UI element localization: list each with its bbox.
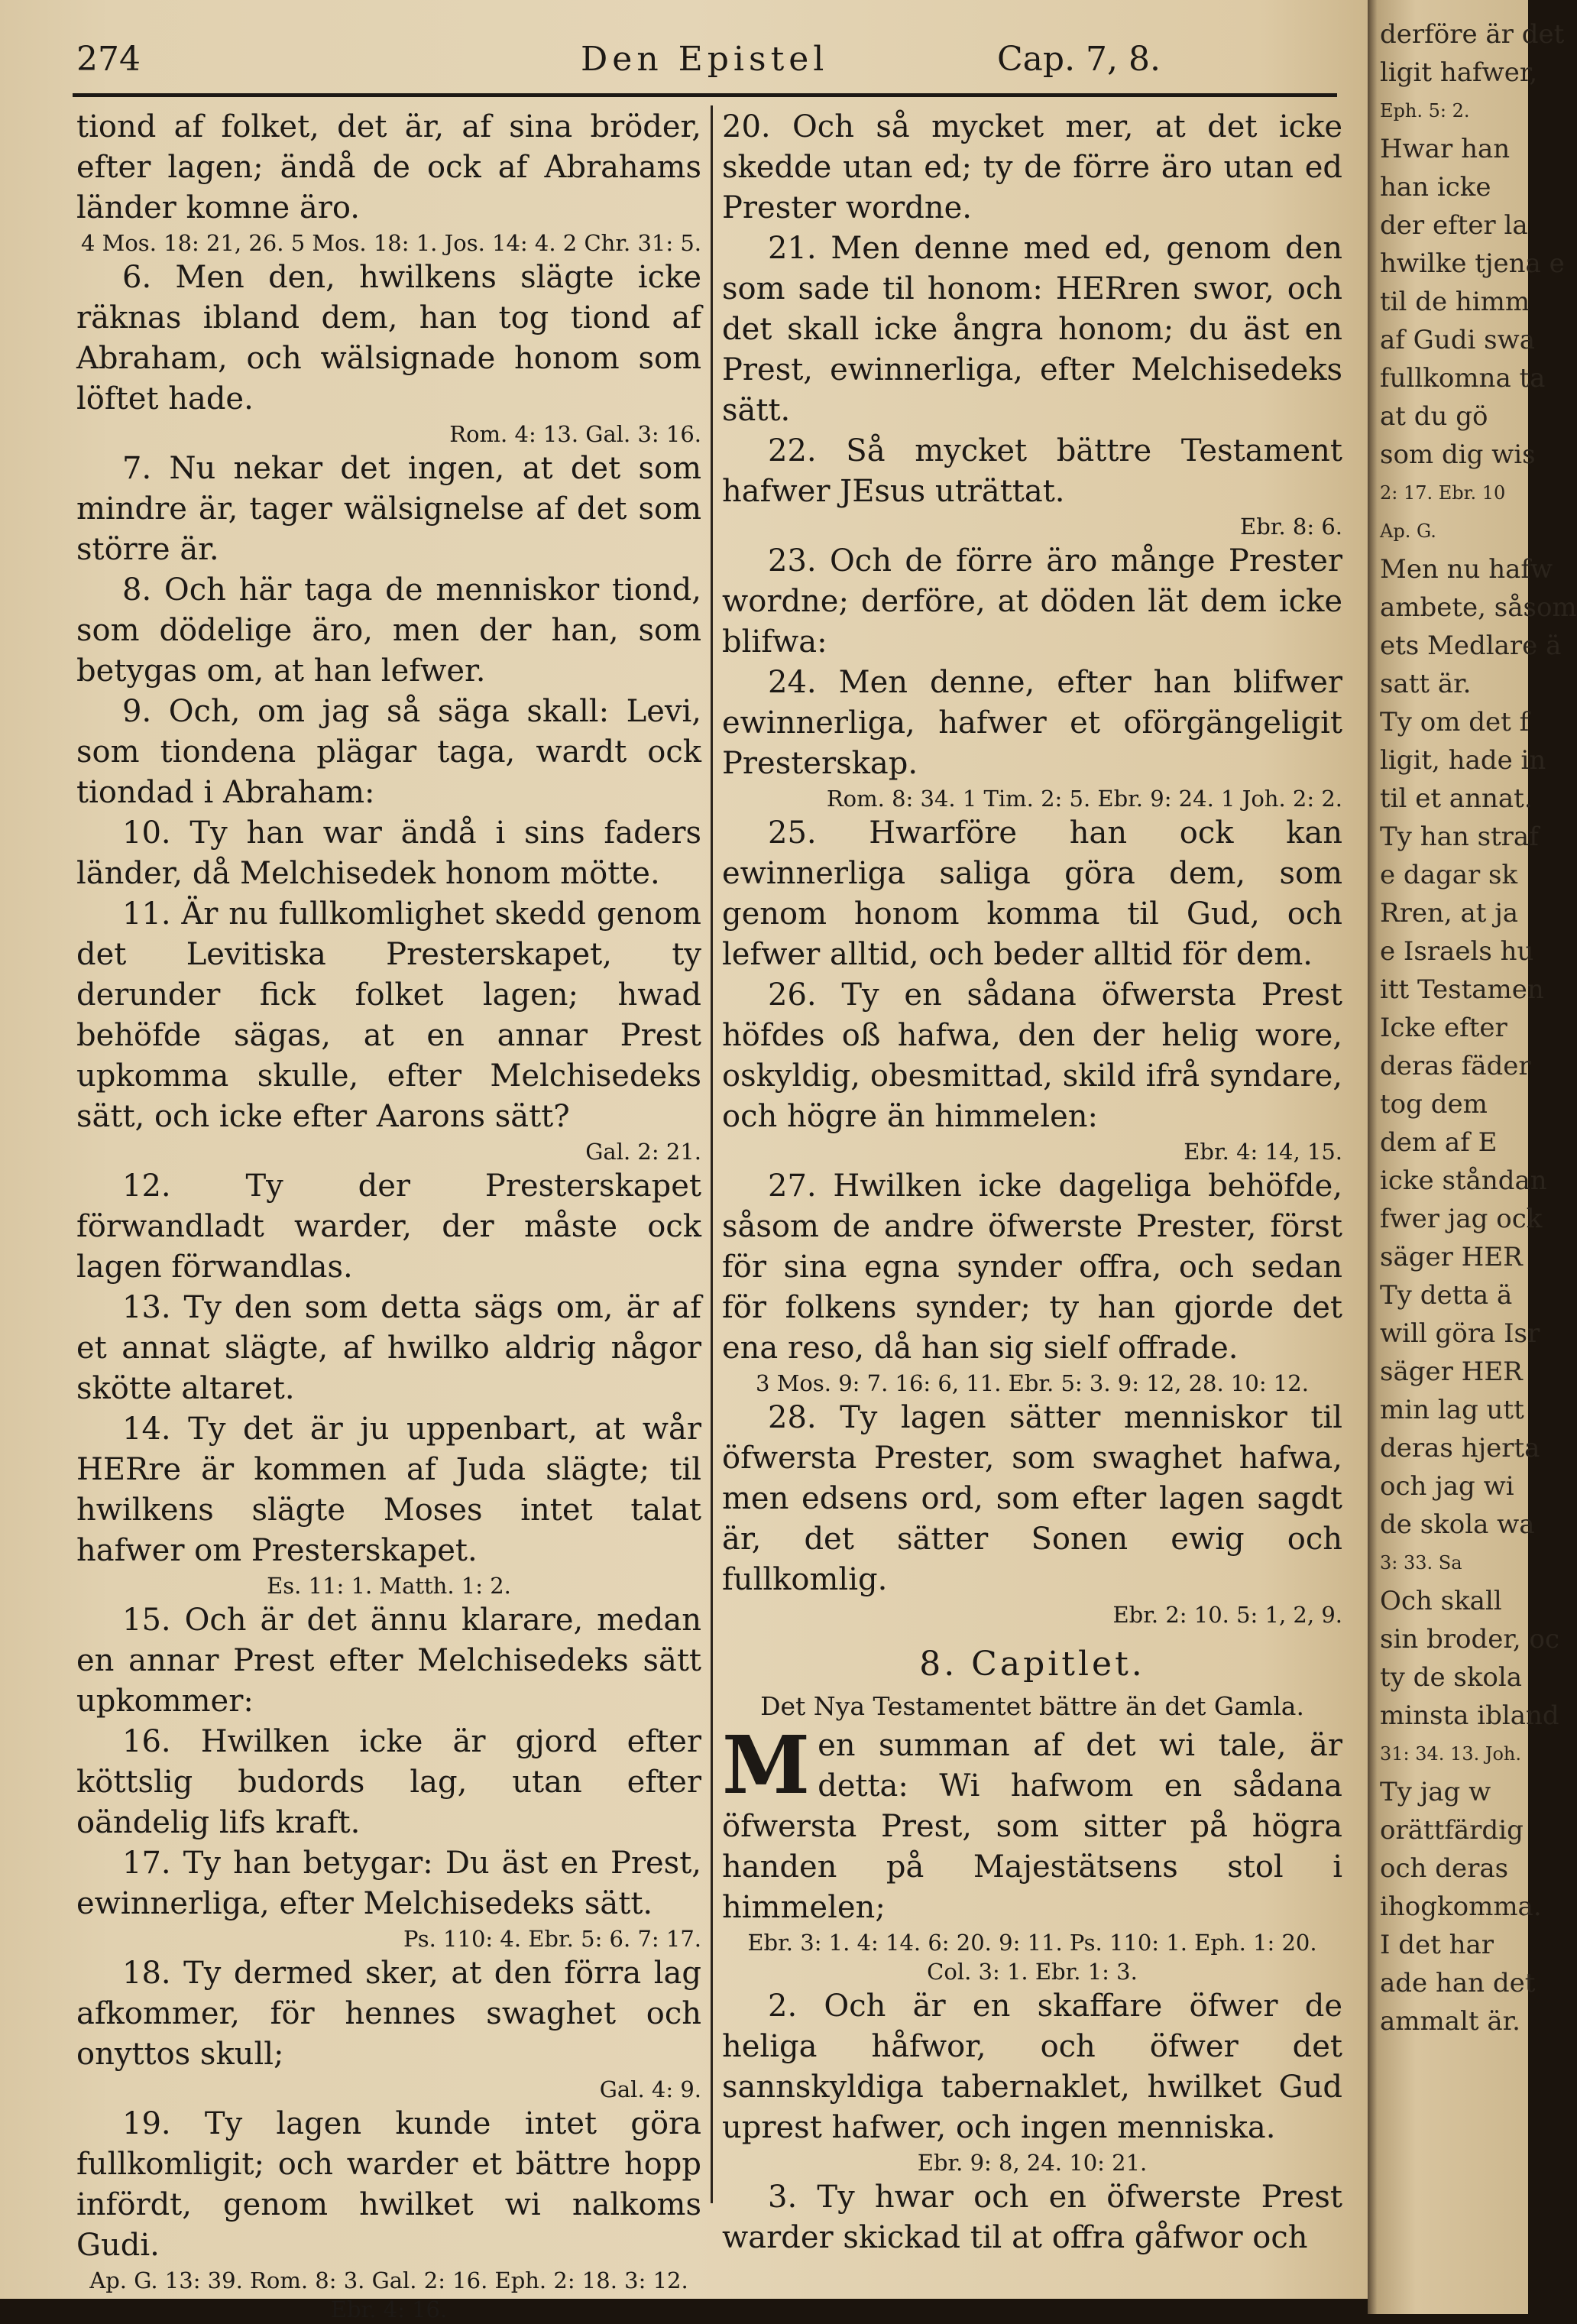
chapter-reference: Cap. 7, 8.	[997, 40, 1161, 79]
cross-reference: 4 Mos. 18: 21, 26. 5 Mos. 18: 1. Jos. 14: 4. 2 Chr. 31: 5.	[80, 230, 701, 256]
running-title: Den Epistel	[581, 40, 829, 79]
adjacent-page-text-fragment: Eph. 5: 2.	[1380, 100, 1470, 122]
drop-capital: M	[722, 1718, 811, 1812]
cross-reference: Gal. 2: 21.	[585, 1139, 701, 1165]
verse-paragraph: 3. Ty hwar och en öfwerste Prest warder skickad til at offra gåfwor och	[722, 2180, 1342, 2255]
verse-paragraph: 21. Men denne med ed, genom den som sade til honom: HERren swor, och det skall icke ångra honom; du äst en Prest, ewinnerliga, efter Melchisedeks sätt.	[722, 231, 1342, 428]
cross-reference: Ebr. 8: 6.	[1240, 514, 1342, 540]
chapter-opening-verse	[722, 1718, 1342, 1928]
adjacent-page-text-fragment: deras hjerta	[1380, 1433, 1540, 1463]
adjacent-page-text-fragment: will göra Isr	[1380, 1318, 1540, 1349]
verse-paragraph: 28. Ty lagen sätter menniskor til öfwersta Prester, som swaghet hafwa, men edsens ord, som efter lagen sagdt är, det sätter Sonen ewig och fullkomlig.	[722, 1400, 1342, 1597]
adjacent-page-text-fragment: dem af E	[1380, 1127, 1498, 1158]
adjacent-page-text-fragment: ihogkomma.	[1380, 1891, 1542, 1922]
chapter-summary: Det Nya Testamentet bättre än det Gamla.	[760, 1691, 1304, 1721]
adjacent-page-text-fragment: e dagar sk	[1380, 860, 1518, 890]
verse-paragraph: 26. Ty en sådana öfwersta Prest höfdes oß hafwa, den der helig wore, oskyldig, obesmittad, skild ifrå syndare, och högre än himmelen:	[722, 977, 1342, 1134]
adjacent-page-text-fragment: ade han det	[1380, 1968, 1536, 1998]
verse-paragraph: tiond af folket, det är, af sina bröder, efter lagen; ändå de ock af Abrahams länder komne äro.	[76, 109, 701, 225]
adjacent-page-text-fragment: deras fäder	[1380, 1051, 1531, 1081]
page-number: 274	[76, 40, 141, 79]
verse-paragraph: 11. Är nu fullkomlighet skedd genom det Levitiska Presterskapet, ty derunder fick folket lagen; hwad behöfde sägas, at en annar Prest upkomma skulle, efter Melchisedeks sätt, och icke efter Aarons sätt?	[76, 896, 701, 1134]
cross-reference: Es. 11: 1. Matth. 1: 2.	[267, 1573, 511, 1599]
adjacent-page-text-fragment: e Israels hu	[1380, 936, 1534, 967]
cross-reference: Ebr. 3: 1. 4: 14. 6: 20. 9: 11. Ps. 110: 1. Eph. 1: 20. Col. 3: 1. Ebr. 1: 3.	[747, 1930, 1317, 1985]
cross-reference: 3 Mos. 9: 7. 16: 6, 11. Ebr. 5: 3. 9: 12, 28. 10: 12.	[756, 1370, 1309, 1396]
adjacent-page-text-fragment: itt Testamen	[1380, 974, 1544, 1005]
column-divider	[711, 105, 713, 2203]
adjacent-page-text-fragment: Ty detta ä	[1380, 1280, 1513, 1311]
page-header	[76, 40, 1337, 86]
left-column	[76, 107, 701, 2322]
adjacent-page-text-fragment: han icke	[1380, 172, 1491, 203]
verse-paragraph: 8. Och här taga de menniskor tiond, som dödelige äro, men der han, som betygas om, at han lefwer.	[76, 572, 701, 689]
cross-reference: Rom. 4: 13. Gal. 3: 16.	[449, 421, 701, 447]
adjacent-page-text-fragment: 31: 34. 13. Joh.	[1380, 1743, 1522, 1765]
verse-paragraph: 23. Och de förre äro månge Prester wordne; derföre, at döden lät dem icke blifwa:	[722, 543, 1342, 660]
adjacent-page-text-fragment: ligit, hade in	[1380, 745, 1546, 776]
adjacent-page-text-fragment: som dig wis	[1380, 439, 1536, 470]
adjacent-page-text-fragment: Rren, at ja	[1380, 898, 1519, 929]
adjacent-page-text-fragment: ambete, såsom	[1380, 592, 1577, 623]
adjacent-page-text-fragment: 2: 17. Ebr. 10	[1380, 482, 1506, 504]
adjacent-page-text-fragment: Men nu hafw	[1380, 554, 1553, 585]
adjacent-page-text-fragment: tog dem	[1380, 1089, 1488, 1120]
verse-paragraph: 10. Ty han war ändå i sins faders länder, då Melchisedek honom mötte.	[76, 815, 701, 891]
verse-paragraph: 9. Och, om jag så säga skall: Levi, som tiondena plägar taga, wardt ock tiondad i Abraham:	[76, 694, 701, 810]
adjacent-page-text-fragment: ty de skola	[1380, 1662, 1523, 1693]
adjacent-page-edge	[1368, 0, 1577, 2314]
adjacent-page-text-fragment: 3: 33. Sa	[1380, 1552, 1462, 1574]
adjacent-page-text-fragment: I det har	[1380, 1930, 1494, 1960]
verse-paragraph: 16. Hwilken icke är gjord efter köttslig budords lag, utan efter oändelig lifs kraft.	[76, 1724, 701, 1840]
cross-reference: Gal. 4: 9.	[599, 2076, 701, 2102]
adjacent-page-text-fragment: Ap. G.	[1380, 520, 1436, 542]
adjacent-page-text-fragment: satt är.	[1380, 669, 1472, 699]
cross-reference: Ps. 110: 4. Ebr. 5: 6. 7: 17.	[403, 1926, 701, 1952]
verse-paragraph: 24. Men denne, efter han blifwer ewinnerliga, hafwer et oförgängeligit Presterskap.	[722, 665, 1342, 781]
adjacent-page-text-fragment: Ty om det f	[1380, 707, 1530, 737]
adjacent-page-text-fragment: fwer jag ock	[1380, 1204, 1543, 1234]
chapter-heading: 8. Capitlet.	[919, 1645, 1145, 1684]
adjacent-page-text-fragment: til de himm	[1380, 287, 1530, 317]
adjacent-page-text-fragment: Ty jag w	[1380, 1777, 1491, 1807]
verse-paragraph: 12. Ty der Presterskapet förwandladt warder, der måste ock lagen förwandlas.	[76, 1168, 701, 1285]
verse-paragraph: 19. Ty lagen kunde intet göra fullkomligit; och warder et bättre hopp infördt, genom hwilket wi nalkoms Gudi.	[76, 2106, 701, 2263]
adjacent-page-text-fragment: til et annat.	[1380, 783, 1533, 814]
verse-paragraph: 13. Ty den som detta sägs om, är af et annat slägte, af hwilko aldrig någor skötte altaret.	[76, 1290, 701, 1406]
adjacent-page-text-fragment: ets Medlare ä	[1380, 630, 1562, 661]
adjacent-page-text-fragment: Hwar han	[1380, 134, 1511, 164]
cross-reference: Ebr. 4: 14, 15.	[1184, 1139, 1342, 1165]
adjacent-page-text-fragment: derföre är det	[1380, 19, 1565, 50]
adjacent-page-text-fragment: hwilke tjena e	[1380, 248, 1565, 279]
verse-paragraph: 15. Och är det ännu klarare, medan en annar Prest efter Melchisedeks sätt upkommer:	[76, 1603, 701, 1719]
adjacent-page-text-fragment: orättfärdig	[1380, 1815, 1524, 1846]
adjacent-page-text-fragment: och jag wi	[1380, 1471, 1514, 1502]
verse-paragraph: 6. Men den, hwilkens slägte icke räknas ibland dem, han tog tiond af Abraham, och wälsignade honom som löftet hade.	[76, 260, 701, 417]
adjacent-page-text-fragment: säger HER	[1380, 1242, 1523, 1272]
adjacent-page-text-fragment: minsta ibland	[1380, 1700, 1559, 1731]
right-column	[722, 107, 1342, 2277]
verse-paragraph: 2. Och är en skaffare öfwer de heliga håfwor, och öfwer det sannskyldiga tabernaklet, hwilket Gud uprest hafwer, och ingen menniska.	[722, 1989, 1342, 2145]
verse-paragraph: 7. Nu nekar det ingen, at det som mindre är, tager wälsignelse af det som större är.	[76, 451, 701, 567]
verse-paragraph: 17. Ty han betygar: Du äst en Prest, ewinnerliga, efter Melchisedeks sätt.	[76, 1846, 701, 1921]
adjacent-page-text-fragment: der efter la	[1380, 210, 1528, 241]
adjacent-page-text-fragment: säger HER	[1380, 1356, 1523, 1387]
adjacent-page-text-fragment: Ty han straf	[1380, 822, 1539, 852]
verse-paragraph: 25. Hwarföre han ock kan ewinnerliga saliga göra dem, som genom honom komma til Gud, och lefwer alltid, och beder alltid för dem.	[722, 815, 1342, 972]
cross-reference: Ap. G. 13: 39. Rom. 8: 3. Gal. 2: 16. Eph. 2: 18. 3: 12. Ebr. 4: 16.	[89, 2267, 688, 2322]
verse-paragraph: 18. Ty dermed sker, at den förra lag afkommer, för hennes swaghet och onyttos skull;	[76, 1956, 701, 2072]
verse-text: en summan af det wi tale, är detta: Wi hafwom en sådana öfwersta Prest, som sitter på högra handen på Majestätsens stol i himmelen;	[722, 1728, 1342, 1925]
verse-paragraph: 27. Hwilken icke dageliga behöfde, såsom de andre öfwerste Prester, först för sina egna synder offra, och sedan för folkens synder; ty han gjorde det ena reso, då han sig sielf offrade.	[722, 1168, 1342, 1366]
cross-reference: Ebr. 2: 10. 5: 1, 2, 9.	[1112, 1602, 1342, 1628]
verse-paragraph: 14. Ty det är ju uppenbart, at wår HERre är kommen af Juda slägte; til hwilkens slägte Moses intet talat hafwer om Presterskapet.	[76, 1412, 701, 1568]
header-rule	[73, 93, 1337, 97]
adjacent-page-text-fragment: fullkomna ta	[1380, 363, 1546, 394]
verse-paragraph: 22. Så mycket bättre Testament hafwer JEsus uträttat.	[722, 433, 1342, 509]
adjacent-page-text-fragment: ammalt är.	[1380, 2006, 1520, 2037]
adjacent-page-text-fragment: sin broder, oc	[1380, 1624, 1560, 1655]
adjacent-page-text-fragment: och deras	[1380, 1853, 1509, 1884]
adjacent-page-text-fragment: af Gudi swa	[1380, 325, 1535, 355]
cross-reference: Rom. 8: 34. 1 Tim. 2: 5. Ebr. 9: 24. 1 Joh. 2: 2.	[826, 786, 1342, 812]
adjacent-page-text-fragment: Och skall	[1380, 1586, 1502, 1616]
adjacent-page-text-fragment: Icke efter	[1380, 1013, 1507, 1043]
adjacent-page-text-fragment: ligit hafwer,	[1380, 57, 1538, 88]
adjacent-page-text-fragment: icke ståndan	[1380, 1165, 1547, 1196]
cross-reference: Ebr. 9: 8, 24. 10: 21.	[917, 2150, 1148, 2176]
verse-paragraph: 20. Och så mycket mer, at det icke skedde utan ed; ty de förre äro utan ed Prester wordne.	[722, 109, 1342, 225]
adjacent-page-text-fragment: at du gö	[1380, 401, 1488, 432]
adjacent-page-text-fragment: de skola wa	[1380, 1509, 1535, 1540]
adjacent-page-text-fragment: min lag utt	[1380, 1395, 1524, 1425]
